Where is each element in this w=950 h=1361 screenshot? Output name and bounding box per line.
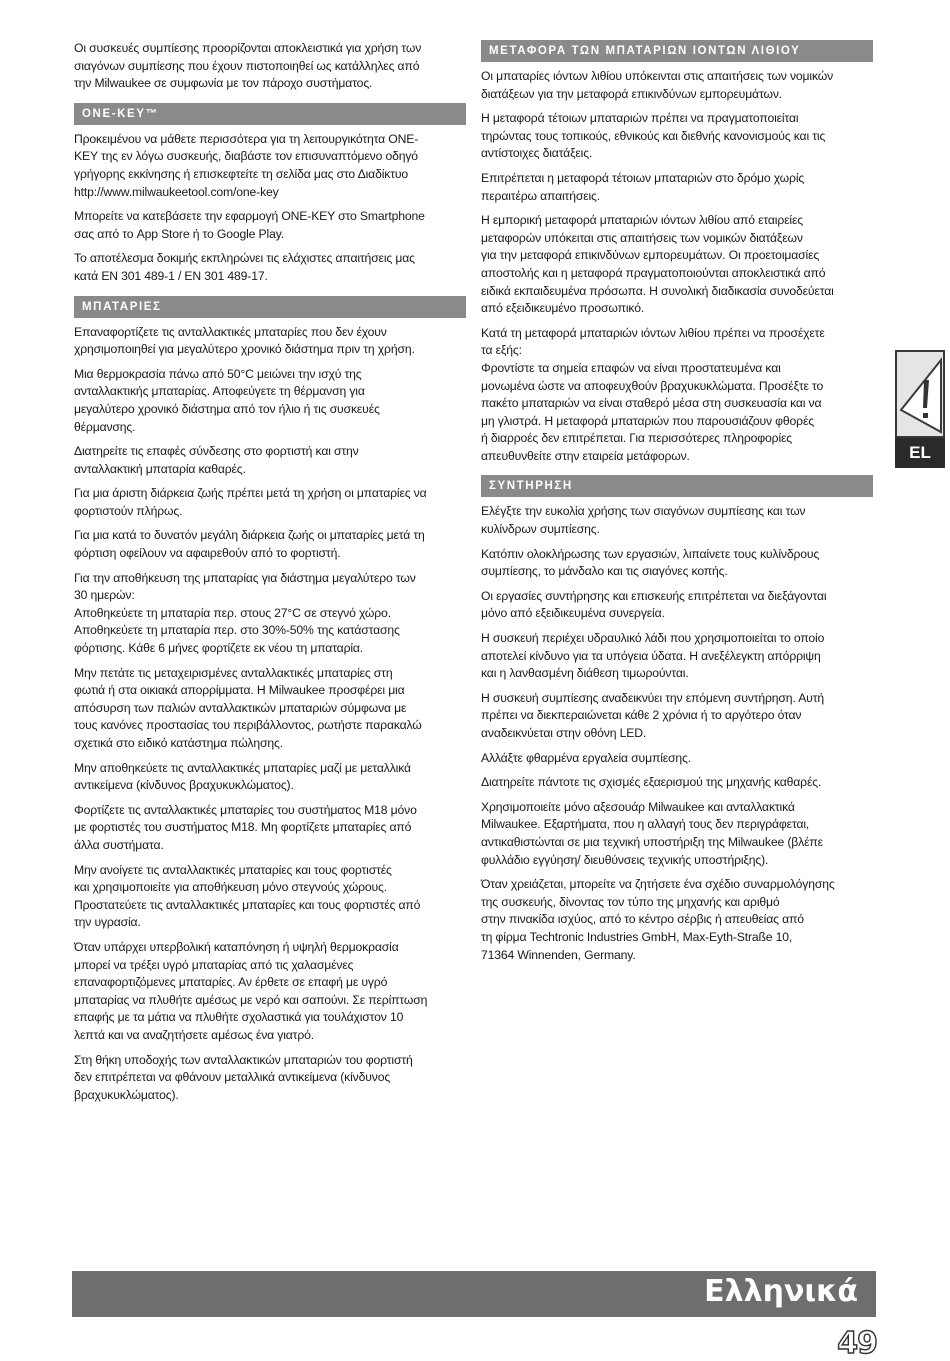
paragraph: Οι εργασίες συντήρησης και επισκευής επιτρέπεται να διεξάγονται μόνο από εξειδικευμένα συνεργεία.: [481, 588, 827, 621]
warning-panel: [895, 350, 945, 438]
paragraph: Οι μπαταρίες ιόντων λιθίου υπόκεινται στις απαιτήσεις των νομικών διατάξεων για την μεταφορά επικινδύνων εμπορευμάτων.: [481, 69, 834, 101]
section-heading-transport: ΜΕΤΑΦΟΡΑ ΤΩΝ ΜΠΑΤΑΡΙΩΝ ΙΟΝΤΩΝ ΛΙΘΙΟΥ: [481, 40, 873, 62]
paragraph: Κατά τη μεταφορά μπαταριών ιόντων λιθίου πρέπει να προσέχετε τα εξής: Φροντίστε τα σημεία επαφών να είναι προστατευμένα και μονωμένα ώστε να αποφευχθούν βραχυκυκλώματα. Προσέξτε το πακέτο μπαταριών να είναι σταθερό μέσα στη συσκευασία και να μη γλιστρά. Η μεταφορά μπαταριών που παρουσιάζουν φθορές ή διαρροές δεν επιτρέπεται. Για περισσότερες πληροφορίες απευθυνθείτε στην εταιρεία μετάφορων.: [481, 325, 825, 463]
paragraph: Όταν χρειάζεται, μπορείτε να ζητήσετε ένα σχέδιο συναρμολόγησης της συσκευής, δίνοντας τον τύπο της μηχανής και αριθμό στην πινακίδα ισχύος, από το κέντρο σέρβις ή απευθείας από τη φίρμα Techtronic Industries GmbH, Max-Eyth-Straße 10, 71364 Winnenden, Germany.: [481, 877, 835, 962]
paragraph: Χρησιμοποιείτε μόνο αξεσουάρ Milwaukee και ανταλλακτικά Milwaukee. Εξαρτήματα, που η αλλαγή τους δεν περιγράφεται, αντικαθιστώνται σε μια τεχνική υποστήριξη της Milwaukee (βλέπε φυλλάδιο εγγύηση/ διευθύνσεις τεχνικής υποστήριξης).: [481, 799, 823, 867]
paragraph: Για μια άριστη διάρκεια ζωής πρέπει μετά τη χρήση οι μπαταρίες να φορτιστούν πλήρως.: [74, 486, 427, 518]
paragraph: Κατόπιν ολοκλήρωσης των εργασιών, λιπαίνετε τους κυλίνδρους συμπίεσης, το μάνδαλο και τις σιαγόνες κοπής.: [481, 546, 820, 579]
footer-language-title: Ελληνικά: [704, 1274, 858, 1309]
language-tab: [895, 350, 945, 468]
paragraph: Φορτίζετε τις ανταλλακτικές μπαταρίες του συστήματος M18 μόνο με φορτιστές του συστήματος M18. Μη φορτίζετε μπαταρίες από άλλα συστήματα.: [74, 802, 417, 852]
section-heading-batteries: ΜΠΑΤΑΡΙΕΣ: [74, 296, 466, 318]
paragraph: Επαναφορτίζετε τις ανταλλακτικές μπαταρίες που δεν έχουν χρησιμοποιηθεί για μεγαλύτερο χρονικό διάστημα πριν τη χρήση.: [74, 324, 415, 357]
paragraph: Διατηρείτε πάντοτε τις σχισμές εξαερισμού της μηχανής καθαρές.: [481, 775, 822, 790]
paragraph: Η συσκευή περιέχει υδραυλικό λάδι που χρησιμοποιείται το οποίο αποτελεί κίνδυνο για τα υπόγεια ύδατα. Η ανεξέλεγκτη απόρριψη και η λανθασμένη διάθεση τιμωρούνται.: [481, 631, 825, 681]
paragraph: Ελέγξτε την ευκολία χρήσης των σιαγόνων συμπίεσης και των κυλίνδρων συμπίεσης.: [481, 504, 806, 537]
language-code: EL: [895, 438, 945, 468]
paragraph: Διατηρείτε τις επαφές σύνδεσης στο φορτιστή και στην ανταλλακτική μπαταρία καθαρές.: [74, 444, 359, 476]
paragraph: Προκειμένου να μάθετε περισσότερα για τη λειτουργικότητα ONE- KEY της εν λόγω συσκευής, διαβάστε τον επισυναπτόμενο οδηγό γρήγορης εκκίνησης ή επισκεφτείτε τη σελίδα μας στο Διαδίκτυο http://www.milwaukeetool.com/one-key: [74, 131, 419, 199]
paragraph: Μην αποθηκεύετε τις ανταλλακτικές μπαταρίες μαζί με μεταλλικά αντικείμενα (κίνδυνος βραχυκυκλώματος).: [74, 760, 411, 793]
paragraph: Όταν υπάρχει υπερβολική καταπόνηση ή υψηλή θερμοκρασία μπορεί να τρέξει υγρό μπαταρίας από τις χαλασμένες επαναφορτιζόμενες μπαταρίες. Αν έρθετε σε επαφή με υγρό μπαταρίας να πλυθήτε αμέσως με νερό και σαπούνι. Σε περίπτωση επαφής με τα μάτια να πλυθήτε σχολαστικά για τουλάχιστον 10 λεπτά και να αναζητήσετε αμέσως ένα γιατρό.: [74, 939, 428, 1042]
section-heading-maintenance: ΣΥΝΤΗΡΗΣΗ: [481, 475, 873, 497]
page-number: 49: [837, 1326, 877, 1361]
section-heading-onekey: ONE-KEY™: [74, 103, 466, 125]
right-column: [481, 40, 873, 971]
paragraph: Μην πετάτε τις μεταχειρισμένες ανταλλακτικές μπαταρίες στη φωτιά ή στα οικιακά απορρίμματα. Η Milwaukee προσφέρει μια απόσυρση των παλιών ανταλλακτικών μπαταριών σύμφωνα με τους κανόνες προστασίας του περιβάλλοντος, ρωτήστε παρακαλώ σχετικά στο ειδικό κατάστημα πώλησης.: [74, 665, 422, 750]
paragraph: Στη θήκη υποδοχής των ανταλλακτικών μπαταριών του φορτιστή δεν επιτρέπεται να φθάνουν μεταλλικά αντικείμενα (κίνδυνος βραχυκυκλώματος).: [74, 1052, 413, 1102]
paragraph: Μην ανοίγετε τις ανταλλακτικές μπαταρίες και τους φορτιστές και χρησιμοποιείτε για αποθήκευση μόνο στεγνούς χώρους. Προστατεύετε τις ανταλλακτικές μπαταρίες και τους φορτιστές από την υγρασία.: [74, 862, 421, 930]
paragraph: Η συσκευή συμπίεσης αναδεικνύει την επόμενη συντήρηση. Αυτή πρέπει να διεκπεραιώνεται κάθε 2 χρόνια ή το αργότερο όταν αναδεικνύεται στην οθόνη LED.: [481, 690, 824, 740]
paragraph: Η μεταφορά τέτοιων μπαταριών πρέπει να πραγματοποιείται τηρώντας τους τοπικούς, εθνικούς και διεθνής κανονισμούς και τις αντίστοιχες διατάξεις.: [481, 111, 826, 161]
paragraph: Το αποτέλεσμα δοκιμής εκπληρώνει τις ελάχιστες απαιτήσεις μας κατά EN 301 489-1 / EN 301 489-17.: [74, 251, 415, 283]
paragraph: Μια θερμοκρασία πάνω από 50°C μειώνει την ισχύ της ανταλλακτικής μπαταρίας. Αποφεύγετε τη θέρμανση για μεγαλύτερο χρονικό διάστημα από τον ήλιο ή τις συσκευές θέρμανσης.: [74, 366, 380, 434]
paragraph: Μπορείτε να κατεβάσετε την εφαρμογή ONE-KEY στο Smartphone σας από το App Store ή το Google Play.: [74, 209, 425, 241]
left-column: [74, 40, 466, 1111]
footer-bar: [72, 1271, 876, 1317]
warning-triangle-icon: [897, 352, 943, 436]
paragraph: Η εμπορική μεταφορά μπαταριών ιόντων λιθίου από εταιρείες μεταφορών υπόκειται στις απαιτήσεις των νομικών διατάξεων για την μεταφορά επικινδύνων εμπορευμάτων. Οι προετοιμασίες αποστολής και η μεταφορά πραγματοποιούνται αποκλειστικά από ειδικά εκπαιδευμένα πρόσωπα. Η συνολική διαδικασία συνοδεύεται από εξειδικευμένο προσωπικό.: [481, 213, 834, 316]
paragraph: Για την αποθήκευση της μπαταρίας για διάστημα μεγαλύτερο των 30 ημερών: Αποθηκεύετε τη μπαταρία περ. στους 27°C σε στεγνό χώρο. Αποθηκεύετε τη μπαταρία περ. στο 30%-50% της κατάστασης φόρτισης. Κάθε 6 μήνες φορτίζετε εκ νέου τη μπαταρία.: [74, 570, 416, 656]
paragraph: Αλλάξτε φθαρμένα εργαλεία συμπίεσης.: [481, 750, 691, 765]
intro-paragraph: Οι συσκευές συμπίεσης προορίζονται αποκλειστικά για χρήση των σιαγόνων συμπίεσης που έχουν πιστοποιηθεί ως κατάλληλες από την Milwaukee σε συμφωνία με τον πάροχο συστήματος.: [74, 41, 422, 91]
paragraph: Για μια κατά το δυνατόν μεγάλη διάρκεια ζωής οι μπαταρίες μετά τη φόρτιση οφείλουν να αφαιρεθούν από το φορτιστή.: [74, 528, 425, 561]
paragraph: Επιτρέπεται η μεταφορά τέτοιων μπαταριών στο δρόμο χωρίς περαιτέρω απαιτήσεις.: [481, 170, 805, 203]
